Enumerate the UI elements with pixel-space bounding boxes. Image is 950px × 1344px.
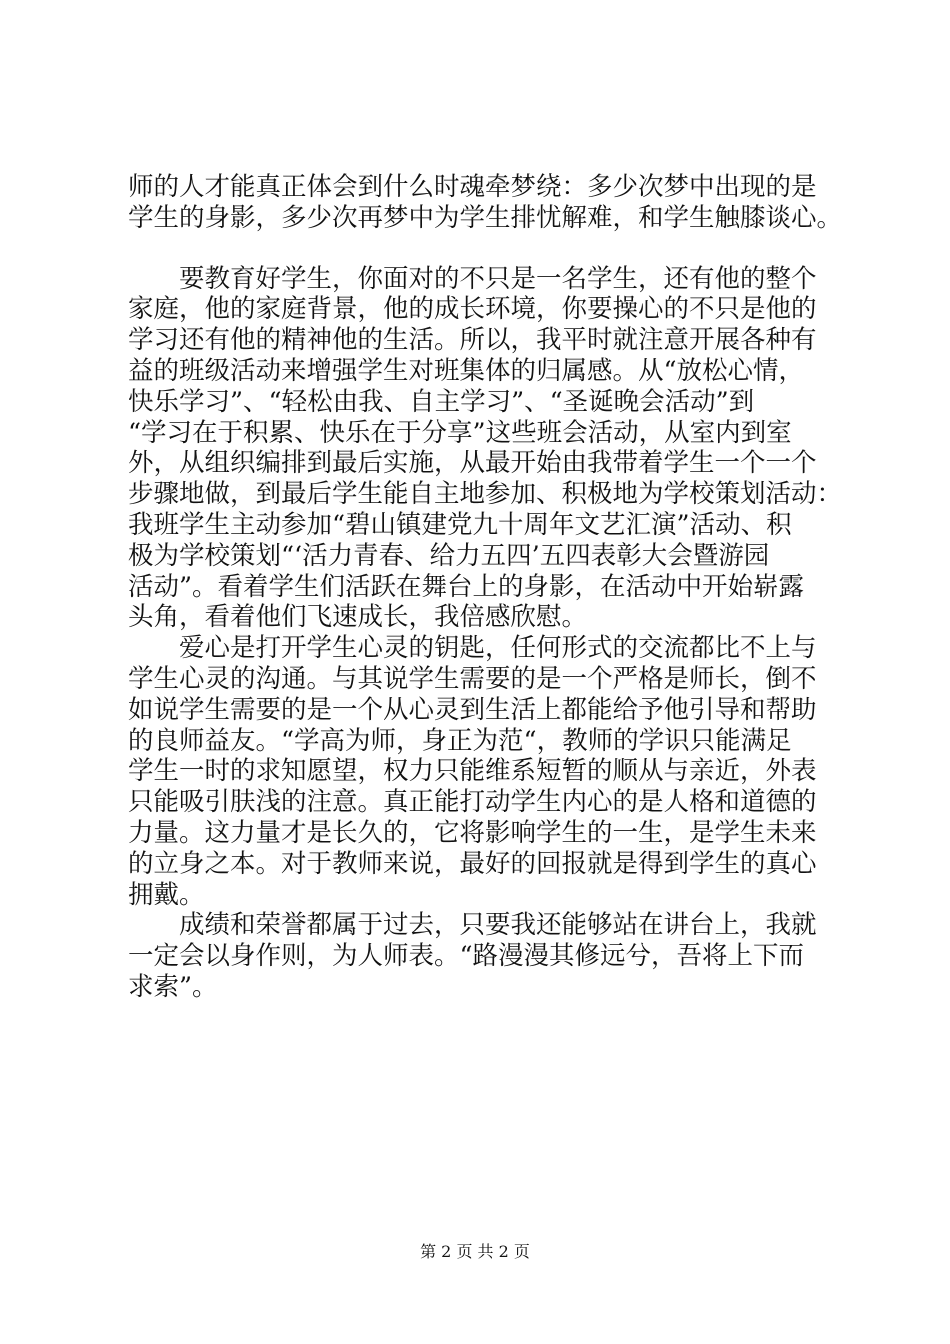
paragraph-3 <box>128 633 848 910</box>
text-line: 快乐学习”、“轻松由我、自主学习”、“圣诞晚会活动”到 <box>128 386 755 417</box>
text-line: 师的人才能真正体会到什么时魂牵梦绕：多少次梦中出现的是 <box>128 172 817 202</box>
text-line: 外，从组织编排到最后实施，从最开始由我带着学生一个一个 <box>128 448 817 479</box>
text-line: 步骤地做，到最后学生能自主地参加、积极地为学校策划活动： <box>128 479 843 510</box>
text-line: 力量。这力量才是长久的，它将影响学生的一生，是学生未来 <box>128 817 817 848</box>
text-line: 我班学生主动参加“碧山镇建党九十周年文艺汇演”活动、积 <box>128 509 792 540</box>
text-line: 要教育好学生，你面对的不只是一名学生，还有他的整个 <box>128 263 817 294</box>
text-line: 益的班级活动来增强学生对班集体的归属感。从“放松心情， <box>128 355 805 386</box>
text-line: 如说学生需要的是一个从心灵到生活上都能给予他引导和帮助 <box>128 694 817 725</box>
text-line: 学习还有他的精神他的生活。所以，我平时就注意开展各种有 <box>128 325 817 356</box>
text-line: 头角，看着他们飞速成长，我倍感欣慰。 <box>128 602 588 633</box>
paragraph-4 <box>128 910 848 1002</box>
text-line: 活动”。看着学生们活跃在舞台上的身影，在活动中开始崭露 <box>128 571 805 602</box>
text-line: 极为学校策划“‘活力青春、给力五四’五四表彰大会暨游园 <box>128 540 770 571</box>
text-line: 只能吸引肤浅的注意。真正能打动学生内心的是人格和道德的 <box>128 787 817 818</box>
text-line: “学习在于积累、快乐在于分享”这些班会活动，从室内到室 <box>128 417 792 448</box>
text-line: 求索”。 <box>128 971 218 1002</box>
paragraph-2 <box>128 264 848 634</box>
text-line: 拥戴。 <box>128 879 205 910</box>
text-line: 学生的身影，多少次再梦中为学生排忧解难，和学生触膝谈心。 <box>128 202 843 233</box>
paragraph-1 <box>128 172 848 234</box>
text-line: 的立身之本。对于教师来说，最好的回报就是得到学生的真心 <box>128 848 817 879</box>
text-line: 的良师益友。“学高为师，身正为范“，教师的学识只能满足 <box>128 725 792 756</box>
text-line: 学生心灵的沟通。与其说学生需要的是一个严格是师长，倒不 <box>128 663 817 694</box>
text-line: 爱心是打开学生心灵的钥匙，任何形式的交流都比不上与 <box>128 633 817 664</box>
page-number-footer: 第 2 页 共 2 页 <box>420 1242 530 1261</box>
text-line: 学生一时的求知愿望，权力只能维系短暂的顺从与亲近，外表 <box>128 756 817 787</box>
document-body <box>128 172 848 1003</box>
text-line: 一定会以身作则，为人师表。“路漫漫其修远兮，吾将上下而 <box>128 941 805 972</box>
paragraph-spacer <box>128 234 848 264</box>
text-line: 家庭，他的家庭背景，他的成长环境，你要操心的不只是他的 <box>128 294 817 325</box>
text-line: 成绩和荣誉都属于过去，只要我还能够站在讲台上，我就 <box>128 910 817 941</box>
